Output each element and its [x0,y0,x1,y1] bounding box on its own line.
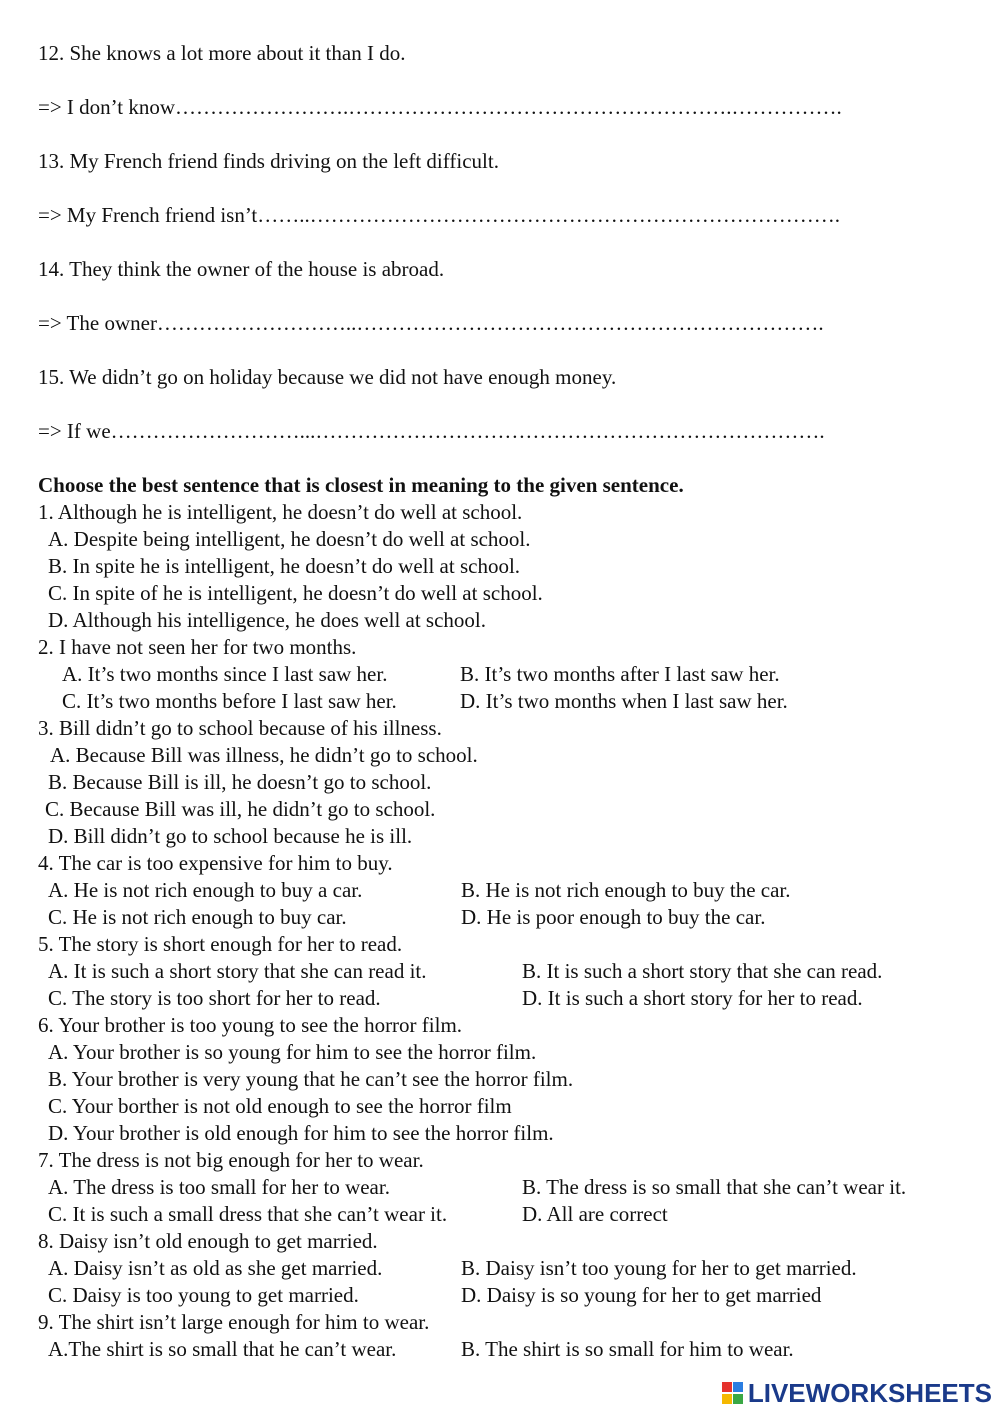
question-5: 5. The story is short enough for her to read. [38,932,403,956]
logo-square-red [722,1382,732,1392]
logo-square-blue [733,1382,743,1392]
question-8-option-c: C. Daisy is too young to get married. [48,1283,359,1307]
question-4: 4. The car is too expensive for him to buy. [38,851,393,875]
question-9-option-a: A.The shirt is so small that he can’t wear. [48,1337,397,1361]
liveworksheets-logo-icon [722,1382,744,1404]
question-3: 3. Bill didn’t go to school because of his illness. [38,716,442,740]
question-4-option-c: C. He is not rich enough to buy car. [48,905,347,929]
question-5-option-b: B. It is such a short story that she can read. [522,959,883,983]
question-9: 9. The shirt isn’t large enough for him to wear. [38,1310,430,1334]
question-4-option-d: D. He is poor enough to buy the car. [461,905,766,929]
question-5-option-d: D. It is such a short story for her to read. [522,986,863,1010]
rewrite-answer-12: => I don’t know…………………….……………………………………………….……………. [38,95,842,119]
section-title: Choose the best sentence that is closest in meaning to the given sentence. [38,473,684,497]
rewrite-answer-13: => My French friend isn’t……..…………………………………………………………………. [38,203,841,227]
question-1-option-d: D. Although his intelligence, he does well at school. [48,608,487,632]
question-2-option-a: A. It’s two months since I last saw her. [62,662,388,686]
question-6-option-d: D. Your brother is old enough for him to see the horror film. [48,1121,554,1145]
question-2-option-c: C. It’s two months before I last saw her. [62,689,397,713]
question-1: 1. Although he is intelligent, he doesn’t do well at school. [38,500,523,524]
question-6-option-a: A. Your brother is so young for him to see the horror film. [48,1040,537,1064]
question-1-option-b: B. In spite he is intelligent, he doesn’t do well at school. [48,554,521,578]
question-5-option-c: C. The story is too short for her to read. [48,986,381,1010]
question-8: 8. Daisy isn’t old enough to get married. [38,1229,378,1253]
rewrite-question-12: 12. She knows a lot more about it than I do. [38,41,406,65]
rewrite-question-15: 15. We didn’t go on holiday because we did not have enough money. [38,365,617,389]
liveworksheets-logo [722,1379,992,1407]
liveworksheets-logo-text: LIVEWORKSHEETS [747,1377,992,1408]
question-8-option-b: B. Daisy isn’t too young for her to get married. [461,1256,857,1280]
rewrite-question-13: 13. My French friend finds driving on the left difficult. [38,149,499,173]
question-6-option-b: B. Your brother is very young that he can’t see the horror film. [48,1067,574,1091]
logo-square-green [733,1394,743,1404]
question-7-option-b: B. The dress is so small that she can’t wear it. [522,1175,907,1199]
question-4-option-a: A. He is not rich enough to buy a car. [48,878,363,902]
rewrite-answer-15: => If we………………………...………………………………………………………………. [38,419,825,443]
rewrite-question-14: 14. They think the owner of the house is abroad. [38,257,445,281]
question-1-option-a: A. Despite being intelligent, he doesn’t do well at school. [48,527,531,551]
question-1-option-c: C. In spite of he is intelligent, he doesn’t do well at school. [48,581,543,605]
question-6: 6. Your brother is too young to see the horror film. [38,1013,463,1037]
logo-square-yellow [722,1394,732,1404]
rewrite-answer-14: => The owner………………………..…………………………………………………………. [38,311,824,335]
question-2-option-b: B. It’s two months after I last saw her. [460,662,780,686]
question-7-option-c: C. It is such a small dress that she can’t wear it. [48,1202,448,1226]
question-2-option-d: D. It’s two months when I last saw her. [460,689,788,713]
question-6-option-c: C. Your borther is not old enough to see the horror film [48,1094,512,1118]
question-3-option-b: B. Because Bill is ill, he doesn’t go to school. [48,770,432,794]
question-3-option-c: C. Because Bill was ill, he didn’t go to school. [45,797,436,821]
question-5-option-a: A. It is such a short story that she can read it. [48,959,427,983]
question-9-option-b: B. The shirt is so small for him to wear. [461,1337,794,1361]
question-7-option-d: D. All are correct [522,1202,668,1226]
question-3-option-a: A. Because Bill was illness, he didn’t go to school. [50,743,478,767]
question-7-option-a: A. The dress is too small for her to wear. [48,1175,390,1199]
question-4-option-b: B. He is not rich enough to buy the car. [461,878,791,902]
question-8-option-a: A. Daisy isn’t as old as she get married. [48,1256,383,1280]
question-8-option-d: D. Daisy is so young for her to get married [461,1283,822,1307]
question-3-option-d: D. Bill didn’t go to school because he is ill. [48,824,413,848]
question-7: 7. The dress is not big enough for her to wear. [38,1148,424,1172]
question-2: 2. I have not seen her for two months. [38,635,357,659]
